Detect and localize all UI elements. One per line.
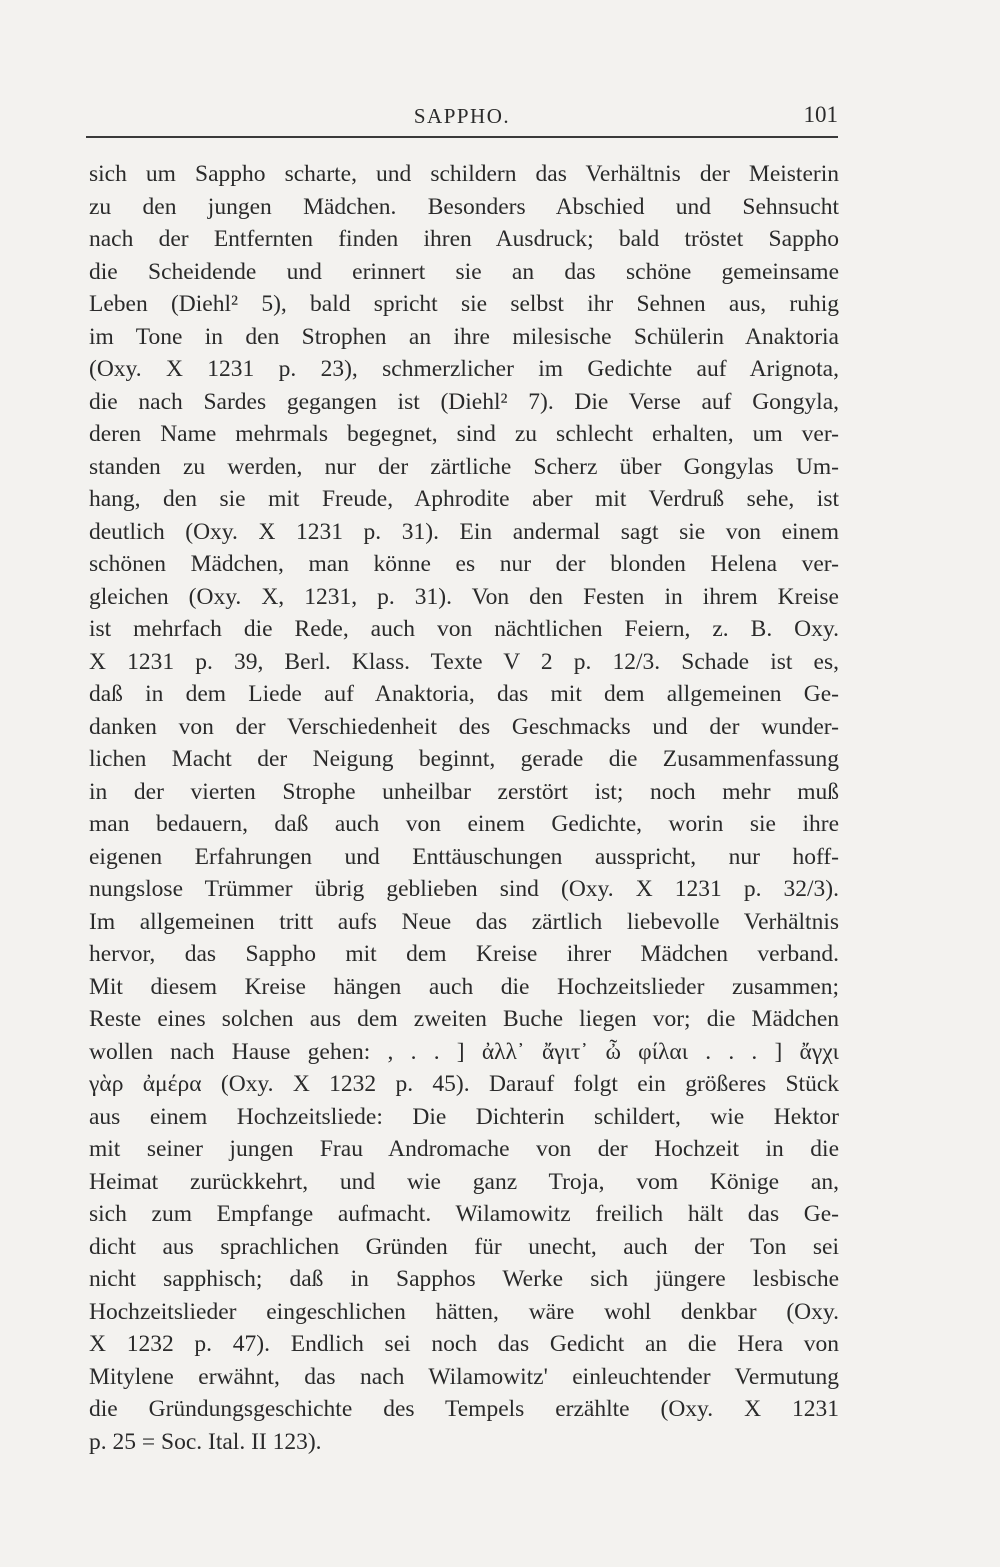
body-text	[89, 158, 839, 1458]
text-line: die Gründungsgeschichte des Tempels erzählte (Oxy. X 1231	[89, 1396, 839, 1422]
page-header	[86, 100, 838, 132]
text-line: (Oxy. X 1231 p. 23), schmerzlicher im Gedichte auf Arignota,	[89, 356, 839, 382]
text-line: Im allgemeinen tritt aufs Neue das zärtlich liebevolle Verhältnis	[89, 908, 839, 935]
text-line: Reste eines solchen aus dem zweiten Buche liegen vor; die Mädchen	[89, 1006, 839, 1032]
text-line: Mit diesem Kreise hängen auch die Hochzeitslieder zusammen;	[89, 973, 839, 1000]
text-line: die nach Sardes gegangen ist (Diehl² 7). Die Verse auf Gongyla,	[89, 388, 839, 415]
text-line: im Tone in den Strophen an ihre milesische Schülerin Anaktoria	[89, 323, 839, 350]
text-line: Mitylene erwähnt, das nach Wilamowitz' einleuchtender Vermutung	[89, 1363, 839, 1390]
text-line: nicht sapphisch; daß in Sapphos Werke sich jüngere lesbische	[89, 1266, 839, 1292]
header-rule	[86, 136, 838, 138]
text-line: Hochzeitslieder eingeschlichen hätten, wäre wohl denkbar (Oxy.	[89, 1298, 839, 1325]
text-line-last: p. 25 = Soc. Ital. II 123).	[89, 1428, 322, 1455]
page-number: 101	[803, 102, 838, 127]
text-line: man bedauern, daß auch von einem Gedichte, worin sie ihre	[89, 811, 839, 837]
text-line: standen zu werden, nur der zärtliche Scherz über Gongylas Um-	[89, 453, 839, 480]
running-title: SAPPHO.	[413, 104, 511, 128]
text-line: ist mehrfach die Rede, auch von nächtlichen Feiern, z. B. Oxy.	[89, 616, 839, 642]
text-line: hang, den sie mit Freude, Aphrodite aber mit Verdruß sehe, ist	[89, 486, 839, 512]
text-line: sich zum Empfange aufmacht. Wilamowitz freilich hält das Ge-	[89, 1201, 839, 1227]
text-line: hervor, das Sappho mit dem Kreise ihrer Mädchen verband.	[89, 941, 839, 967]
text-line: eigenen Erfahrungen und Enttäuschungen ausspricht, nur hoff-	[89, 843, 839, 870]
text-line: gleichen (Oxy. X, 1231, p. 31). Von den Festen in ihrem Kreise	[89, 583, 839, 610]
text-line: nach der Entfernten finden ihren Ausdruck; bald tröstet Sappho	[89, 226, 839, 252]
text-line: in der vierten Strophe unheilbar zerstört ist; noch mehr muß	[89, 778, 839, 805]
text-line: dicht aus sprachlichen Gründen für unecht, auch der Ton sei	[89, 1233, 839, 1260]
text-line: deren Name mehrmals begegnet, sind zu schlecht erhalten, um ver-	[89, 421, 839, 447]
text-line: schönen Mädchen, man könne es nur der blonden Helena ver-	[89, 551, 839, 577]
text-line: mit seiner jungen Frau Andromache von der Hochzeit in die	[89, 1136, 839, 1162]
text-line: sich um Sappho scharte, und schildern das Verhältnis der Meisterin	[89, 161, 839, 187]
text-line: danken von der Verschiedenheit des Geschmacks und der wunder-	[89, 713, 839, 740]
text-line: die Scheidende und erinnert sie an das schöne gemeinsame	[89, 258, 839, 285]
text-line: X 1232 p. 47). Endlich sei noch das Gedicht an die Hera von	[89, 1331, 839, 1357]
text-line-greek-quote: wollen nach Hause gehen: , . . ] ἀλλ᾽ ἄγιτ᾽ ὦ φίλαι . . . ] ἄγχι	[89, 1038, 839, 1065]
text-line: Leben (Diehl² 5), bald spricht sie selbst ihr Sehnen aus, ruhig	[89, 291, 839, 317]
text-line: aus einem Hochzeitsliede: Die Dichterin schildert, wie Hektor	[89, 1103, 839, 1130]
text-line: Heimat zurückkehrt, und wie ganz Troja, vom Könige an,	[89, 1168, 839, 1195]
text-line: lichen Macht der Neigung beginnt, gerade die Zusammenfassung	[89, 746, 839, 772]
text-line-greek-quote: γὰρ ἀμέρα (Oxy. X 1232 p. 45). Darauf folgt ein größeres Stück	[89, 1071, 839, 1097]
text-line: nungslose Trümmer übrig geblieben sind (Oxy. X 1231 p. 32/3).	[89, 876, 839, 902]
text-line: zu den jungen Mädchen. Besonders Abschied und Sehnsucht	[89, 193, 839, 220]
text-line: daß in dem Liede auf Anaktoria, das mit dem allgemeinen Ge-	[89, 681, 839, 707]
text-line: X 1231 p. 39, Berl. Klass. Texte V 2 p. 12/3. Schade ist es,	[89, 648, 839, 675]
text-line: deutlich (Oxy. X 1231 p. 31). Ein andermal sagt sie von einem	[89, 518, 839, 545]
